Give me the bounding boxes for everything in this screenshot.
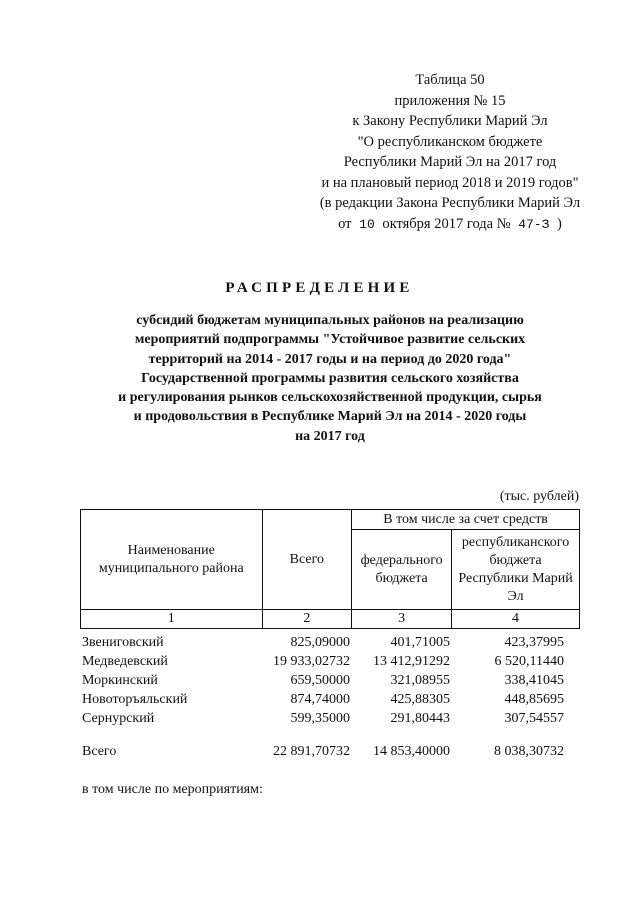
header-line: приложения № 15 [394, 92, 506, 109]
table-row [80, 690, 580, 709]
document-title: РАСПРЕДЕЛЕНИЕ [225, 280, 414, 296]
federal-value: 13 412,91292 [373, 654, 450, 669]
subtitle-line: Государственной программы развития сельского хозяйства [141, 370, 519, 386]
amendment-line [290, 214, 610, 236]
table-row [80, 652, 580, 671]
district-name: Новоторъяльский [82, 692, 188, 707]
header-total: Всего [262, 510, 352, 610]
republican-value: 338,41045 [504, 673, 564, 688]
header-line: (в редакции Закона Республики Марий Эл [319, 195, 581, 211]
table-row [80, 671, 580, 690]
units-label: (тыс. рублей) [499, 489, 579, 504]
total-value: 874,74000 [290, 692, 350, 707]
header-line: "О республиканском бюджете [357, 133, 543, 150]
amendment-prefix: от [338, 215, 352, 232]
federal-value: 425,88305 [390, 692, 450, 707]
subtitle-line: на 2017 год [295, 428, 365, 444]
subtitle-line: и продовольствия в Республике Марий Эл на 2014 - 2020 годы [133, 409, 527, 425]
district-name: Звениговский [82, 635, 164, 650]
subtitle-line: территорий на 2014 - 2017 годы и на период до 2020 года" [148, 351, 512, 367]
grand-republican-value: 8 038,30732 [494, 744, 564, 759]
amendment-day: 10 [359, 216, 375, 232]
header-line: Таблица 50 [415, 72, 485, 88]
document-header [290, 70, 610, 235]
district-name: Медведевский [82, 654, 168, 669]
header-district-name: Наименование муниципального района [81, 510, 263, 610]
total-value: 825,09000 [290, 635, 350, 650]
header-republican: республиканского бюджета Республики Марий Эл [452, 530, 580, 610]
table-body [80, 633, 580, 761]
amendment-number: 47-З [518, 216, 550, 232]
district-name: Моркинский [82, 673, 158, 688]
grand-total-value: 22 891,70732 [273, 744, 350, 759]
header-line: и на плановый период 2018 и 2019 годов" [321, 174, 579, 191]
document-subtitle [60, 311, 600, 446]
table-row [80, 709, 580, 728]
header-federal: федерального бюджета [352, 530, 452, 610]
table-header [80, 509, 580, 629]
subtitle-line: субсидий бюджетам муниципальных районов на реализацию [136, 313, 524, 328]
amendment-middle: октября 2017 года № [382, 215, 511, 232]
total-row [80, 742, 580, 761]
total-value: 19 933,02732 [273, 654, 350, 669]
column-number: 4 [452, 610, 580, 629]
republican-value: 307,54557 [504, 711, 564, 726]
header-line: к Закону Республики Марий Эл [352, 113, 548, 129]
amendment-suffix: ) [557, 215, 562, 232]
subtitle-line: и регулирования рынков сельскохозяйственной продукции, сырья [118, 390, 542, 406]
federal-value: 401,71005 [390, 635, 450, 650]
subtitle-line: мероприятий подпрограммы "Устойчивое развитие сельских [134, 332, 526, 348]
district-name: Сернурский [82, 711, 155, 726]
column-number: 3 [352, 610, 452, 629]
including-label: в том числе по мероприятиям: [82, 782, 263, 797]
grand-federal-value: 14 853,40000 [373, 744, 450, 759]
column-number: 2 [262, 610, 352, 629]
total-label: Всего [82, 744, 117, 759]
header-funding-group: В том числе за счет средств [352, 510, 580, 530]
header-line: Республики Марий Эл на 2017 год [343, 154, 557, 170]
total-value: 659,50000 [290, 673, 350, 688]
federal-value: 291,80443 [390, 711, 450, 726]
republican-value: 448,85695 [504, 692, 564, 707]
republican-value: 423,37995 [504, 635, 564, 650]
republican-value: 6 520,11440 [494, 654, 564, 669]
column-number: 1 [81, 610, 263, 629]
federal-value: 321,08955 [390, 673, 450, 688]
table-row [80, 633, 580, 652]
total-value: 599,35000 [290, 711, 350, 726]
